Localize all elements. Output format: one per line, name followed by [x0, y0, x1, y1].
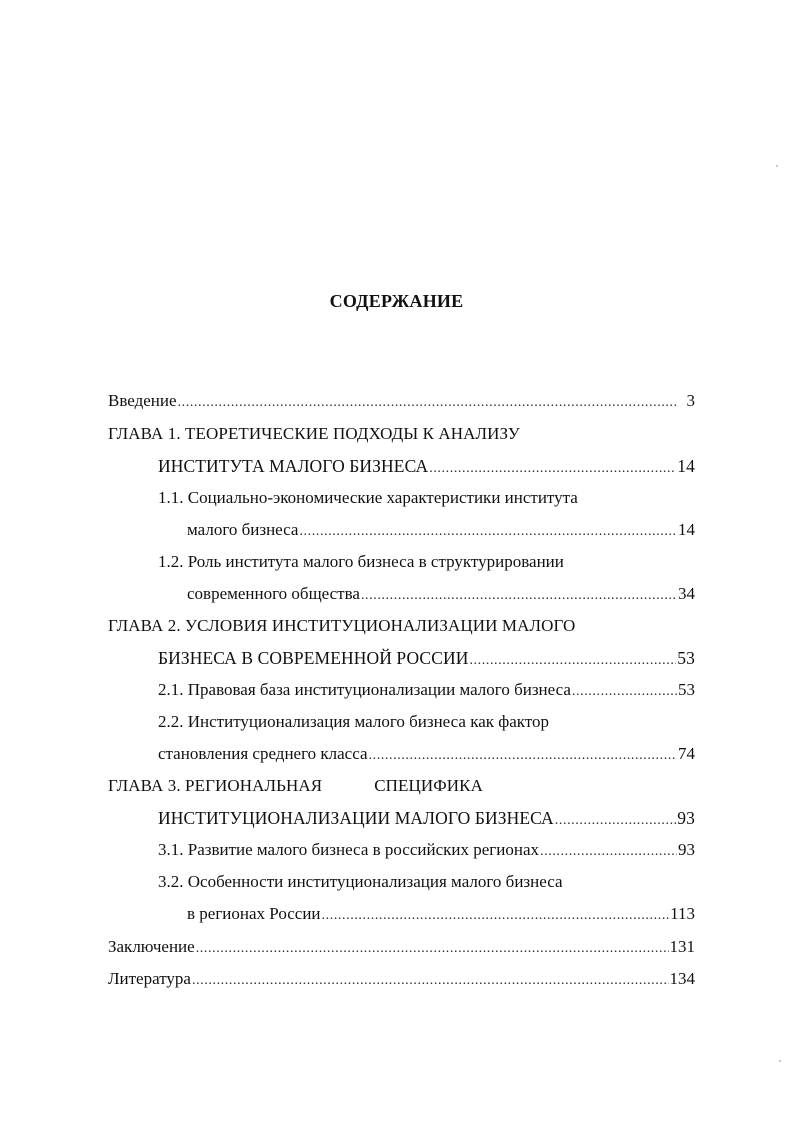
toc-chapter-2-title: [158, 647, 695, 672]
toc-entry-text: Введение: [108, 391, 177, 410]
toc-entry-text: 2.1. Правовая база институционализации малого бизнеса: [158, 680, 571, 699]
toc-entry-text: Заключение: [108, 937, 195, 956]
dot-leader: [322, 905, 670, 927]
toc-entry-text: становления среднего класса: [158, 744, 368, 763]
dot-leader: [429, 458, 676, 480]
toc-entry-literature: [108, 968, 695, 992]
dot-leader: [196, 938, 669, 960]
toc-page-number: 113: [670, 904, 695, 923]
toc-page-number: 134: [669, 969, 695, 988]
toc-entry-text-continued: СПЕЦИФИКА: [374, 776, 483, 795]
toc-entry-text: малого бизнеса: [187, 520, 299, 539]
toc-chapter-3-title: [158, 807, 695, 832]
toc-chapter-3-heading: [108, 775, 483, 797]
toc-entry-conclusion: [108, 936, 695, 960]
toc-entry-text: ГЛАВА 3. РЕГИОНАЛЬНАЯ: [108, 776, 323, 795]
dot-leader: [540, 841, 677, 863]
toc-section-2-1: [158, 679, 695, 703]
toc-section-1-2-title: [187, 583, 695, 607]
toc-page-number: 53: [677, 648, 695, 668]
toc-page-number: 14: [677, 456, 695, 476]
scan-speck: [776, 165, 778, 167]
toc-page-number: 53: [678, 680, 695, 699]
dot-leader: [572, 681, 677, 703]
toc-entry-text: Литература: [108, 969, 191, 988]
toc-section-3-2-title: [187, 903, 695, 927]
toc-page-number: 93: [678, 840, 695, 859]
toc-entry-text: современного общества: [187, 584, 360, 603]
toc-entry-text: ИНСТИТУТА МАЛОГО БИЗНЕСА: [158, 456, 429, 476]
page-title: СОДЕРЖАНИЕ: [329, 291, 464, 311]
toc-entry-text: 3.1. Развитие малого бизнеса в российских регионах: [158, 840, 540, 859]
dot-leader: [555, 810, 677, 832]
toc-section-3-1: [158, 839, 695, 863]
toc-section-1-1-heading: 1.1. Социально-экономические характеристики института: [158, 488, 578, 507]
toc-chapter-2-heading: ГЛАВА 2. УСЛОВИЯ ИНСТИТУЦИОНАЛИЗАЦИИ МАЛОГО: [108, 616, 576, 635]
toc-entry-text: в регионах России: [187, 904, 321, 923]
toc-section-3-2-heading: 3.2. Особенности институционализация малого бизнеса: [158, 872, 563, 891]
scan-speck: [779, 1060, 781, 1062]
dot-leader: [178, 392, 678, 414]
toc-page-number: 34: [678, 584, 695, 603]
toc-section-1-2-heading: 1.2. Роль института малого бизнеса в структурировании: [158, 552, 564, 571]
dot-leader: [192, 970, 669, 992]
toc-page-number: 93: [677, 808, 695, 828]
dot-leader: [469, 650, 676, 672]
toc-entry-text: БИЗНЕСА В СОВРЕМЕННОЙ РОССИИ: [158, 648, 469, 668]
dot-leader: [369, 745, 677, 767]
toc-section-2-2-title: [158, 743, 695, 767]
toc-entry-text: ИНСТИТУЦИОНАЛИЗАЦИИ МАЛОГО БИЗНЕСА: [158, 808, 554, 828]
dot-leader: [361, 585, 677, 607]
toc-page-number: 14: [678, 520, 695, 539]
toc-page-number: 74: [678, 744, 695, 763]
toc-entry-introduction: [108, 390, 695, 414]
toc-chapter-1-heading: ГЛАВА 1. ТЕОРЕТИЧЕСКИЕ ПОДХОДЫ К АНАЛИЗУ: [108, 424, 520, 443]
toc-section-2-2-heading: 2.2. Институционализация малого бизнеса как фактор: [158, 712, 550, 731]
dot-leader: [299, 521, 677, 543]
toc-page-number: 131: [669, 937, 695, 956]
toc-section-1-1-title: [187, 519, 695, 543]
toc-page-number: 3: [686, 391, 695, 410]
toc-chapter-1-title: [158, 455, 695, 480]
